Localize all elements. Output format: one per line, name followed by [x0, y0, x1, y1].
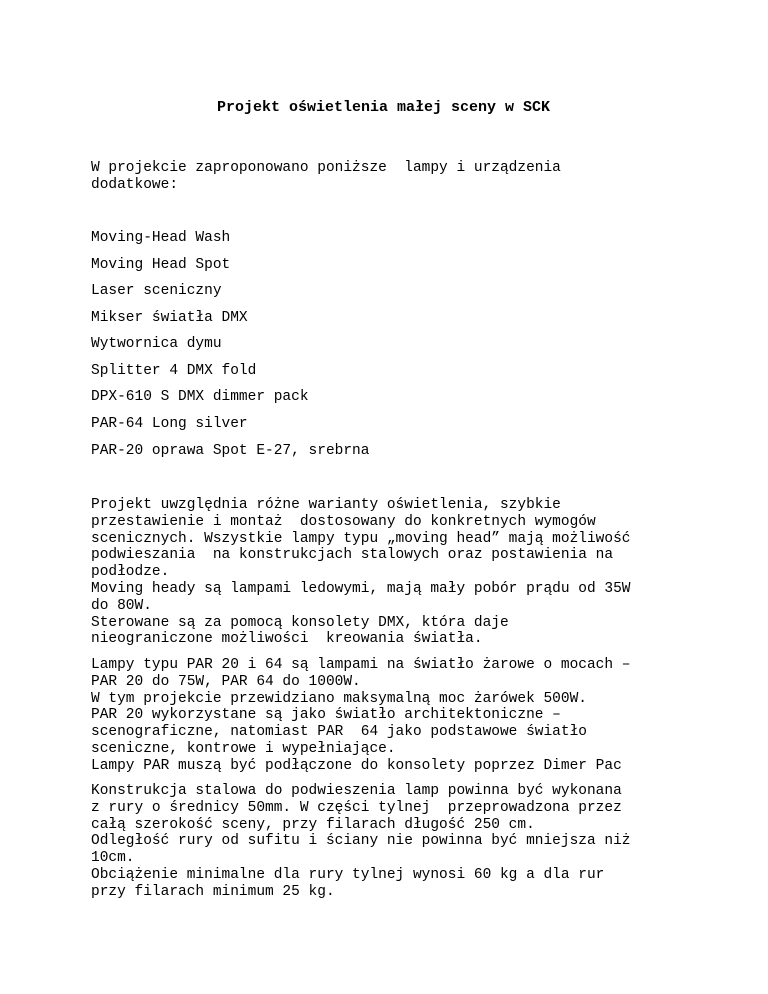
text-line: Odległość rury od sufitu i ściany nie powinna być mniejsza niż — [91, 833, 631, 850]
equipment-item: Wytwornica dymu — [91, 336, 222, 352]
paragraph-par-lamps — [91, 657, 631, 775]
text-line: nieograniczone możliwości kreowania światła. — [91, 631, 483, 648]
text-line: scenograficzne, natomiast PAR 64 jako podstawowe światło — [91, 724, 587, 741]
text-line: Lampy PAR muszą być podłączone do konsolety poprzez Dimer Pac — [91, 757, 622, 774]
text-line: całą szerokość sceny, przy filarach długość 250 cm. — [91, 816, 535, 833]
equipment-item: Laser sceniczny — [91, 283, 222, 299]
equipment-item: Moving Head Spot — [91, 257, 231, 273]
text-line: PAR 20 wykorzystane są jako światło architektoniczne – — [91, 707, 561, 724]
text-line: Lampy typu PAR 20 i 64 są lampami na światło żarowe o mocach – — [91, 657, 631, 673]
paragraph-overview — [91, 497, 631, 648]
text-line: Obciążenie minimalne dla rury tylnej wynosi 60 kg a dla rur — [91, 866, 605, 883]
text-line: podłodze. — [91, 564, 170, 581]
equipment-item: Moving-Head Wash — [91, 230, 231, 246]
intro-paragraph — [91, 160, 561, 194]
intro-line: W projekcie zaproponowano poniższe lampy i urządzenia — [91, 160, 561, 176]
document-title: Projekt oświetlenia małej sceny w SCK — [216, 99, 551, 116]
text-line: sceniczne, kontrowe i wypełniające. — [91, 740, 396, 757]
text-line: 10cm. — [91, 850, 135, 867]
text-line: PAR 20 do 75W, PAR 64 do 1000W. — [91, 673, 361, 690]
text-line: Projekt uwzględnia różne warianty oświetlenia, szybkie — [91, 497, 561, 513]
paragraph-construction — [91, 783, 631, 901]
text-line: Moving heady są lampami ledowymi, mają mały pobór prądu od 35W — [91, 580, 631, 597]
equipment-item: PAR-64 Long silver — [91, 416, 248, 432]
text-line: do 80W. — [91, 597, 152, 614]
text-line: z rury o średnicy 50mm. W części tylnej przeprowadzona przez — [91, 799, 622, 816]
text-line: przestawienie i montaż dostosowany do konkretnych wymogów — [91, 513, 596, 530]
text-line: przy filarach minimum 25 kg. — [91, 883, 335, 900]
equipment-item: DPX-610 S DMX dimmer pack — [91, 389, 309, 405]
equipment-item: Splitter 4 DMX fold — [91, 363, 257, 379]
text-line: Konstrukcja stalowa do podwieszenia lamp powinna być wykonana — [91, 783, 622, 799]
text-line: scenicznych. Wszystkie lampy typu „moving head” mają możliwość — [91, 530, 631, 547]
text-line: podwieszania na konstrukcjach stalowych oraz postawienia na — [91, 547, 614, 564]
text-line: Sterowane są za pomocą konsolety DMX, która daje — [91, 614, 509, 631]
text-line: W tym projekcie przewidziano maksymalną moc żarówek 500W. — [91, 690, 587, 707]
equipment-item: PAR-20 oprawa Spot E-27, srebrna — [91, 443, 370, 459]
intro-line: dodatkowe: — [91, 177, 179, 193]
equipment-item: Mikser światła DMX — [91, 310, 248, 326]
